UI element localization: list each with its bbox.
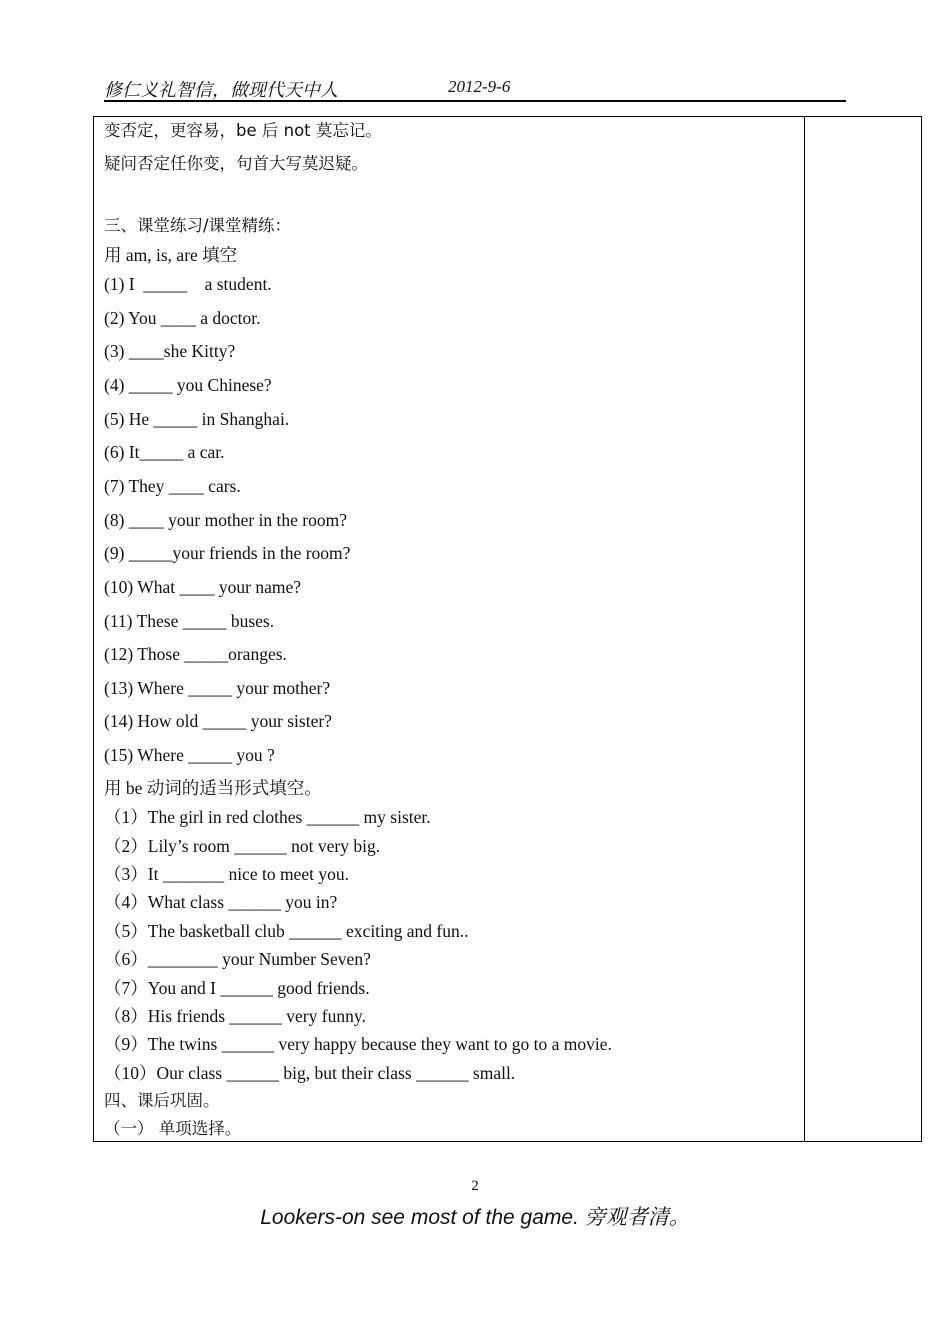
rhyme-line-1: 变否定，更容易，be 后 not 莫忘记。 <box>104 121 382 140</box>
header-motto: 修仁义礼智信，做现代天中人 <box>104 80 338 101</box>
exercise-item: (5) He _____ in Shanghai. <box>104 409 290 429</box>
exercise-item: （10）Our class ______ big, but their class ______ small. <box>104 1063 516 1083</box>
exercise-item: （4）What class ______ you in? <box>104 892 338 912</box>
exercise-item: (6) It_____ a car. <box>104 442 225 462</box>
exercise-item: (8) ____ your mother in the room? <box>104 510 348 530</box>
content-table <box>93 116 922 1142</box>
section-heading-practice: 三、课堂练习/课堂精练： <box>104 216 292 235</box>
exercise-item: (10) What ____ your name? <box>104 577 301 597</box>
exercise-item: (4) _____ you Chinese? <box>104 375 272 395</box>
exercise-item: (12) Those _____oranges. <box>104 644 287 664</box>
exercise-item: (11) These _____ buses. <box>104 611 275 631</box>
section-heading-review: 四、课后巩固。 <box>104 1091 220 1110</box>
exercise-instruction-1: 用 am, is, are 填空 <box>104 245 238 265</box>
exercise-item: (2) You ____ a doctor. <box>104 308 261 328</box>
notes-column <box>805 117 921 1141</box>
exercise-item: （7）You and I ______ good friends. <box>104 978 370 998</box>
exercise-item: (1) I _____ a student. <box>104 274 272 294</box>
main-column <box>94 117 805 1141</box>
exercise-item: （3）It _______ nice to meet you. <box>104 864 349 884</box>
exercise-item: （2）Lily’s room ______ not very big. <box>104 836 381 856</box>
page-header <box>104 76 846 102</box>
exercise-item: （1）The girl in red clothes ______ my sister. <box>104 807 431 827</box>
rhyme-line-2: 疑问否定任你变，句首大写莫迟疑。 <box>104 154 368 173</box>
exercise-item: （5）The basketball club ______ exciting and fun.. <box>104 921 469 941</box>
page-number: 2 <box>471 1178 479 1194</box>
exercise-instruction-2: 用 be 动词的适当形式填空。 <box>104 778 322 798</box>
exercise-item: (3) ____she Kitty? <box>104 341 236 361</box>
exercise-item: (7) They ____ cars. <box>104 476 241 496</box>
exercise-item: （8）His friends ______ very funny. <box>104 1006 366 1026</box>
header-date: 2012-9-6 <box>448 77 511 96</box>
exercise-item: (13) Where _____ your mother? <box>104 678 331 698</box>
exercise-item: （9）The twins ______ very happy because they want to go to a movie. <box>104 1034 612 1054</box>
exercise-item: （6）________ your Number Seven? <box>104 949 371 969</box>
exercise-item: (15) Where _____ you ? <box>104 745 275 765</box>
exercise-item: (9) _____your friends in the room? <box>104 543 351 563</box>
footer-proverb: Lookers-on see most of the game. 旁观者清。 <box>260 1206 690 1229</box>
exercise-item: (14) How old _____ your sister? <box>104 711 332 731</box>
subsection-heading-choice: （一） 单项选择。 <box>104 1119 242 1138</box>
